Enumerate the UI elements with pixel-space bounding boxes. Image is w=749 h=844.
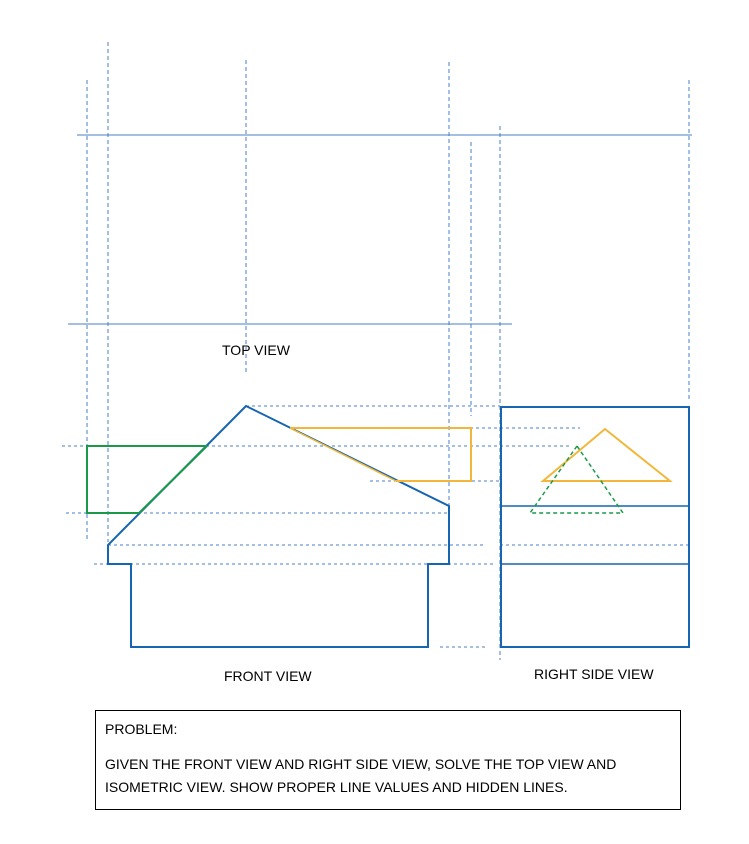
right-side-yellow-triangle [543,429,670,481]
front-view-yellow-slope [290,428,396,481]
problem-box [95,710,681,810]
front-view-outline [108,406,449,647]
projection-lines [62,42,692,660]
front-view-label: FRONT VIEW [224,668,312,684]
right-side-view-outline [501,407,689,647]
problem-title: PROBLEM: [105,721,178,737]
front-view-green-notch [87,446,207,513]
problem-text: GIVEN THE FRONT VIEW AND RIGHT SIDE VIEW, SOLVE THE TOP VIEW AND ISOMETRIC VIEW. SHOW PROPER LINE VALUES AND HIDDEN LINES. [105,756,617,795]
top-view-label: TOP VIEW [222,342,290,358]
right-side-view-label: RIGHT SIDE VIEW [534,666,654,682]
front-view-green-slope [139,446,207,513]
